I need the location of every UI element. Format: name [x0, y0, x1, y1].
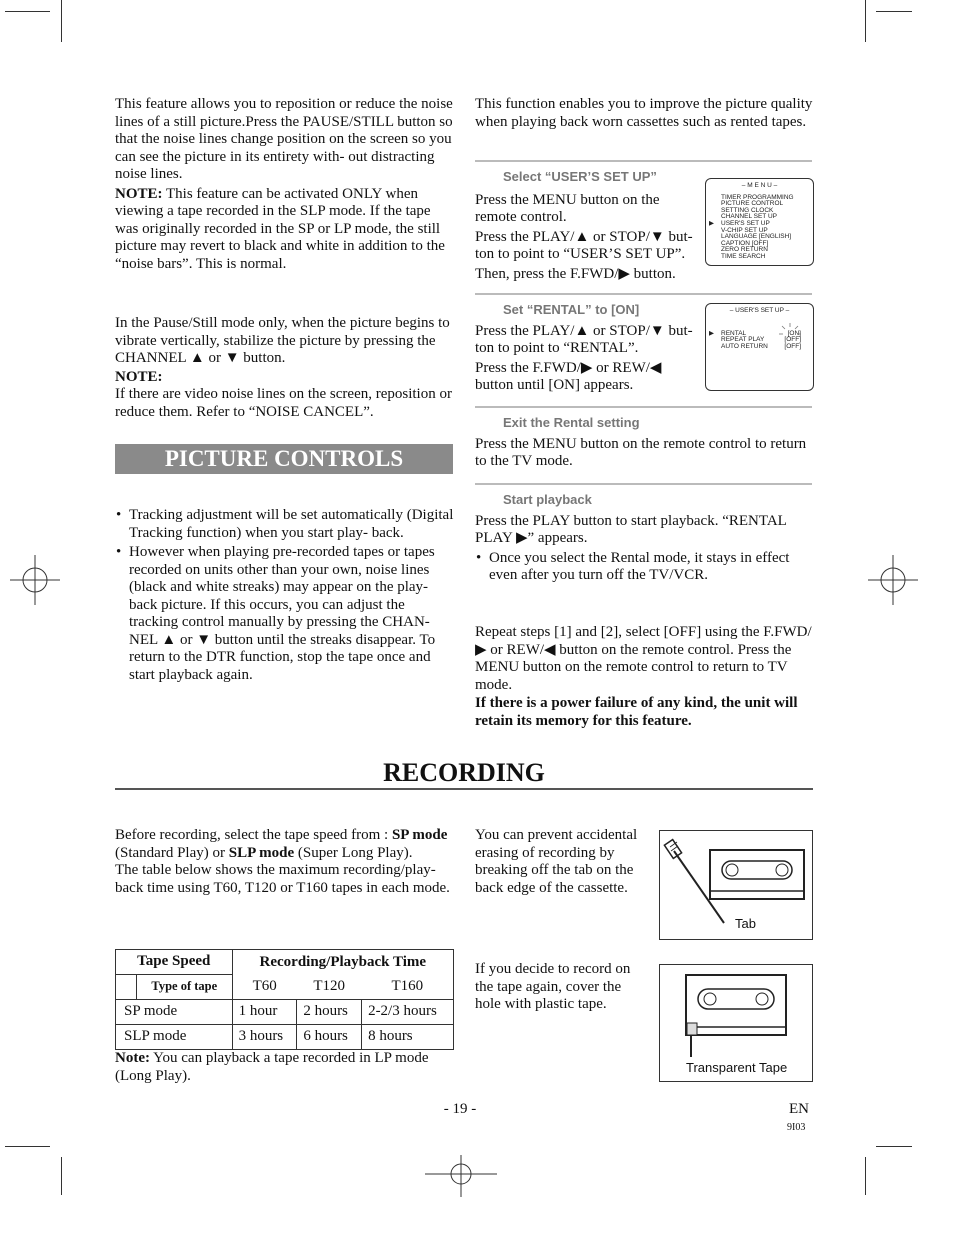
menu-item: ZERO RETURN [721, 246, 768, 254]
cancel-rental-section [475, 624, 815, 730]
menu-item: PICTURE CONTROL [721, 200, 784, 208]
registration-mark-icon [425, 1155, 497, 1197]
vertical-note-label: NOTE: [115, 368, 163, 385]
users-value: [OFF] [784, 336, 801, 344]
step-4 [475, 483, 812, 587]
menu-item: LANGUAGE [ENGLISH] [721, 233, 792, 241]
tape-speed-section [115, 827, 455, 897]
language-code: EN [789, 1101, 809, 1117]
rental-intro: This function enables you to improve the picture quality when playing back worn cassettes such as rented tapes. [475, 96, 813, 130]
lp-note: Note: You can playback a tape recorded in LP mode (Long Play). [115, 1050, 429, 1084]
table-header-speed: Tape Speed [116, 950, 233, 975]
tape-label: Transparent Tape [686, 1060, 788, 1075]
menu-item: USER'S SET UP [721, 219, 770, 227]
menu-screen [705, 178, 814, 266]
step-3-text: Press the MENU button on the remote control to return to the TV mode. [475, 435, 807, 469]
users-item: REPEAT PLAY [721, 336, 765, 344]
step-1-text-2: Press the PLAY/▲ or STOP/▼ but- ton to point to “USER’S SET UP”. [475, 228, 693, 262]
crop-mark [5, 11, 50, 12]
menu-list [706, 195, 813, 261]
table-col-header: T60 [232, 975, 297, 1000]
step-4-title: Start playback [475, 483, 812, 509]
crop-mark [865, 1157, 866, 1195]
menu-screen-title: – M E N U – [741, 182, 778, 189]
step-2-title: Set “RENTAL” to [ON] [475, 293, 812, 319]
document-code: 9I03 [787, 1122, 806, 1133]
recording-heading: RECORDING [383, 758, 545, 787]
users-item: AUTO RETURN [721, 342, 768, 350]
table-header-type: Type of tape [137, 975, 233, 1000]
table-col-header: T160 [362, 975, 454, 1000]
power-failure-text: If there is a power failure of any kind, the unit will retain its memory for this feature. [475, 695, 798, 729]
step-2-text-2: Press the F.FWD/▶ or REW/◀ button until [ON] appears. [475, 359, 662, 393]
tracking-bullet-2: • However when playing pre-recorded tapes or tapes recorded on units other than your own, noise lines (black and white streaks) may appear on the play- back picture. If this occurs, you can adjust the tracking control manually by pressing the CHAN- NEL ▲ or ▼ button until the streaks disappear. To return to the DTR function, stop the tape once and start playback again. [129, 544, 455, 684]
page-number: - 19 - [443, 1101, 477, 1117]
table-header-time: Recording/Playback Time [232, 950, 453, 975]
menu-item: TIMER PROGRAMMING [721, 193, 794, 201]
cassette-tab-figure [659, 830, 813, 940]
users-setup-screen [705, 303, 814, 391]
table-intro-text: The table below shows the maximum recording/play- back time using T60, T120 or T160 tapes in each mode. [115, 862, 450, 896]
menu-item: TIME SEARCH [721, 252, 766, 260]
menu-item: CAPTION [OFF] [721, 239, 769, 247]
users-item: RENTAL [721, 329, 747, 337]
users-value: [OFF] [784, 342, 801, 350]
noise-cancel-text: This feature allows you to reposition or reduce the noise lines of a still picture.Press the PAUSE/STILL button so that the noise lines change position on the screen so you can see the picture in its entirety with- out distracting noise lines. [115, 96, 453, 182]
users-pointer-icon: ▶ [709, 329, 714, 337]
step-3-title: Exit the Rental setting [475, 406, 812, 432]
registration-mark-icon [868, 555, 918, 605]
highlight-burst-icon [779, 323, 801, 345]
vertical-lock-section [115, 315, 455, 421]
step-3 [475, 406, 812, 471]
tracking-section [115, 507, 455, 686]
step-4-bullet: • Once you select the Rental mode, it stays in effect even after you turn off the TV/VCR. [489, 550, 812, 585]
crop-mark [5, 1146, 50, 1147]
erase-protect-text: You can prevent accidental erasing of recording by breaking off the tab on the back edge of the cassette. [475, 827, 638, 896]
tape-speed-text: Before recording, select the tape speed from : SP mode (Standard Play) or SLP mode (Super Long Play). [115, 827, 448, 861]
menu-item: SETTING CLOCK [721, 206, 774, 214]
noise-note: NOTE: This feature can be activated ONLY when viewing a tape recorded in the SLP mode. If the tape was originally recorded in the SP or LP mode, the still picture may revert to black and white in addition to the “noise bars”. This is normal. [115, 185, 445, 272]
noise-cancel-section [115, 96, 455, 273]
users-value: [ON] [787, 329, 801, 337]
tab-label: Tab [735, 916, 756, 931]
table-col-header: T120 [297, 975, 362, 1000]
registration-mark-icon [10, 555, 60, 605]
picture-controls-heading: PICTURE CONTROLS [115, 444, 453, 474]
table-row: SLP mode 3 hours 6 hours 8 hours [116, 1025, 454, 1050]
menu-pointer-icon: ▶ [709, 219, 714, 227]
step-1-text-1: Press the MENU button on the remote control. [475, 191, 660, 225]
crop-mark [876, 11, 912, 12]
transparent-tape-figure [659, 964, 813, 1082]
vertical-lock-text: In the Pause/Still mode only, when the picture begins to vibrate vertically, stabilize the picture by pressing the CHANNEL ▲ or ▼ button. [115, 315, 450, 366]
menu-item: CHANNEL SET UP [721, 213, 777, 221]
rerecord-text: If you decide to record on the tape again, cover the hole with plastic tape. [475, 961, 631, 1012]
step-1-text-3: Then, press the F.FWD/▶ button. [475, 265, 676, 282]
speed-table [115, 949, 454, 1050]
crop-mark [61, 0, 62, 42]
recording-header [115, 758, 813, 790]
vertical-note-text: If there are video noise lines on the screen, reposition or reduce them. Refer to “NOISE CANCEL”. [115, 386, 452, 420]
cancel-rental-text: Repeat steps [1] and [2], select [OFF] using the F.FWD/▶ or REW/◀ button on the remote control. Press the MENU button on the remote control to return to TV mode. [475, 624, 812, 693]
crop-mark [865, 0, 866, 42]
step-1-title: Select “USER’S SET UP” [475, 160, 812, 186]
step-2-text-1: Press the PLAY/▲ or STOP/▼ but- ton to point to “RENTAL”. [475, 322, 693, 356]
users-setup-title: – USER'S SET UP – [729, 307, 790, 314]
crop-mark [876, 1146, 912, 1147]
crop-mark [61, 1157, 62, 1195]
tracking-bullet-1: • Tracking adjustment will be set automatically (Digital Tracking function) when you start play- back. [129, 507, 455, 542]
table-row: SP mode 1 hour 2 hours 2-2/3 hours [116, 1000, 454, 1025]
menu-item: V-CHIP SET UP [721, 226, 768, 234]
step-4-text: Press the PLAY button to start playback. “RENTAL PLAY ▶” appears. [475, 512, 787, 546]
